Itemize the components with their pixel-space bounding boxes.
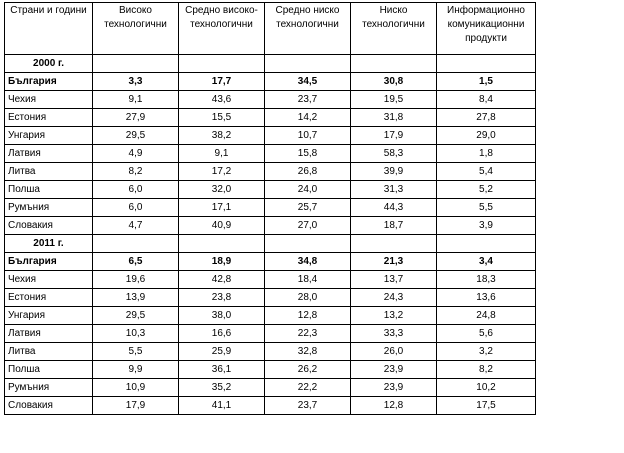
value-cell: 25,7 [265,199,351,217]
empty-cell [351,235,437,253]
value-cell: 41,1 [179,397,265,415]
value-cell: 21,3 [351,253,437,271]
value-cell: 18,3 [437,271,536,289]
table-row [5,73,536,91]
value-cell: 15,5 [179,109,265,127]
table-row [5,361,536,379]
value-cell: 29,5 [93,307,179,325]
value-cell: 26,0 [351,343,437,361]
value-cell: 3,2 [437,343,536,361]
value-cell: 35,2 [179,379,265,397]
value-cell: 10,3 [93,325,179,343]
value-cell: 10,9 [93,379,179,397]
country-cell: Литва [5,343,93,361]
table-row [5,181,536,199]
table-row [5,109,536,127]
empty-cell [179,55,265,73]
value-cell: 5,2 [437,181,536,199]
value-cell: 6,0 [93,199,179,217]
table-row [5,307,536,325]
value-cell: 4,7 [93,217,179,235]
value-cell: 15,8 [265,145,351,163]
empty-cell [265,235,351,253]
value-cell: 23,7 [265,91,351,109]
value-cell: 16,6 [179,325,265,343]
table-body [5,55,536,415]
country-cell: Литва [5,163,93,181]
value-cell: 18,4 [265,271,351,289]
value-cell: 27,8 [437,109,536,127]
value-cell: 27,0 [265,217,351,235]
value-cell: 6,0 [93,181,179,199]
value-cell: 29,5 [93,127,179,145]
value-cell: 33,3 [351,325,437,343]
value-cell: 13,6 [437,289,536,307]
value-cell: 3,3 [93,73,179,91]
country-cell: Латвия [5,325,93,343]
value-cell: 17,5 [437,397,536,415]
value-cell: 43,6 [179,91,265,109]
value-cell: 8,4 [437,91,536,109]
empty-cell [437,55,536,73]
value-cell: 3,4 [437,253,536,271]
export-structure-table [4,2,536,415]
value-cell: 13,9 [93,289,179,307]
table-row [5,199,536,217]
table-row [5,145,536,163]
country-cell: Чехия [5,271,93,289]
value-cell: 24,8 [437,307,536,325]
value-cell: 17,7 [179,73,265,91]
value-cell: 5,5 [437,199,536,217]
value-cell: 31,3 [351,181,437,199]
value-cell: 13,7 [351,271,437,289]
value-cell: 34,5 [265,73,351,91]
table-header [5,3,536,55]
value-cell: 26,8 [265,163,351,181]
value-cell: 10,7 [265,127,351,145]
value-cell: 25,9 [179,343,265,361]
value-cell: 40,9 [179,217,265,235]
country-cell: Румъния [5,199,93,217]
value-cell: 17,2 [179,163,265,181]
year-group-row [5,235,536,253]
header-medium-low-tech: Средно ниско технологични [265,3,351,55]
table-row [5,325,536,343]
table-row [5,397,536,415]
header-countries-years: Страни и години [5,3,93,55]
country-cell: Полша [5,181,93,199]
value-cell: 12,8 [265,307,351,325]
value-cell: 44,3 [351,199,437,217]
value-cell: 18,9 [179,253,265,271]
table-row [5,271,536,289]
table-row [5,343,536,361]
value-cell: 32,8 [265,343,351,361]
table-row [5,217,536,235]
country-cell: Чехия [5,91,93,109]
country-cell: Естония [5,109,93,127]
value-cell: 9,9 [93,361,179,379]
value-cell: 3,9 [437,217,536,235]
value-cell: 34,8 [265,253,351,271]
value-cell: 36,1 [179,361,265,379]
value-cell: 38,0 [179,307,265,325]
empty-cell [265,55,351,73]
value-cell: 4,9 [93,145,179,163]
value-cell: 32,0 [179,181,265,199]
table-row [5,163,536,181]
value-cell: 42,8 [179,271,265,289]
empty-cell [351,55,437,73]
country-cell: Словакия [5,217,93,235]
value-cell: 23,7 [265,397,351,415]
header-low-tech: Ниско технологични [351,3,437,55]
value-cell: 27,9 [93,109,179,127]
value-cell: 14,2 [265,109,351,127]
value-cell: 9,1 [93,91,179,109]
country-cell: Естония [5,289,93,307]
value-cell: 18,7 [351,217,437,235]
value-cell: 12,8 [351,397,437,415]
value-cell: 58,3 [351,145,437,163]
year-group-row [5,55,536,73]
value-cell: 24,3 [351,289,437,307]
value-cell: 23,9 [351,379,437,397]
value-cell: 10,2 [437,379,536,397]
value-cell: 8,2 [93,163,179,181]
country-cell: Полша [5,361,93,379]
header-medium-high-tech: Средно високо-технологични [179,3,265,55]
country-cell: Унгария [5,127,93,145]
value-cell: 29,0 [437,127,536,145]
value-cell: 39,9 [351,163,437,181]
value-cell: 6,5 [93,253,179,271]
header-ict-products: Информационно комуникационни продукти [437,3,536,55]
value-cell: 22,3 [265,325,351,343]
table-row [5,289,536,307]
value-cell: 13,2 [351,307,437,325]
header-high-tech: Високо технологични [93,3,179,55]
year-label: 2000 г. [5,55,93,73]
value-cell: 8,2 [437,361,536,379]
table-row [5,91,536,109]
value-cell: 23,8 [179,289,265,307]
country-cell: Словакия [5,397,93,415]
empty-cell [93,235,179,253]
table-row [5,253,536,271]
value-cell: 30,8 [351,73,437,91]
value-cell: 17,9 [351,127,437,145]
value-cell: 23,9 [351,361,437,379]
value-cell: 1,5 [437,73,536,91]
country-cell: Румъния [5,379,93,397]
value-cell: 38,2 [179,127,265,145]
value-cell: 5,4 [437,163,536,181]
value-cell: 24,0 [265,181,351,199]
value-cell: 31,8 [351,109,437,127]
table-row [5,379,536,397]
empty-cell [93,55,179,73]
empty-cell [179,235,265,253]
value-cell: 26,2 [265,361,351,379]
country-cell: Латвия [5,145,93,163]
table-row [5,127,536,145]
value-cell: 5,6 [437,325,536,343]
country-cell: Унгария [5,307,93,325]
empty-cell [437,235,536,253]
value-cell: 17,9 [93,397,179,415]
country-cell: България [5,253,93,271]
value-cell: 1,8 [437,145,536,163]
year-label: 2011 г. [5,235,93,253]
value-cell: 9,1 [179,145,265,163]
header-row [5,3,536,55]
value-cell: 22,2 [265,379,351,397]
value-cell: 17,1 [179,199,265,217]
value-cell: 5,5 [93,343,179,361]
value-cell: 19,6 [93,271,179,289]
country-cell: България [5,73,93,91]
value-cell: 28,0 [265,289,351,307]
value-cell: 19,5 [351,91,437,109]
